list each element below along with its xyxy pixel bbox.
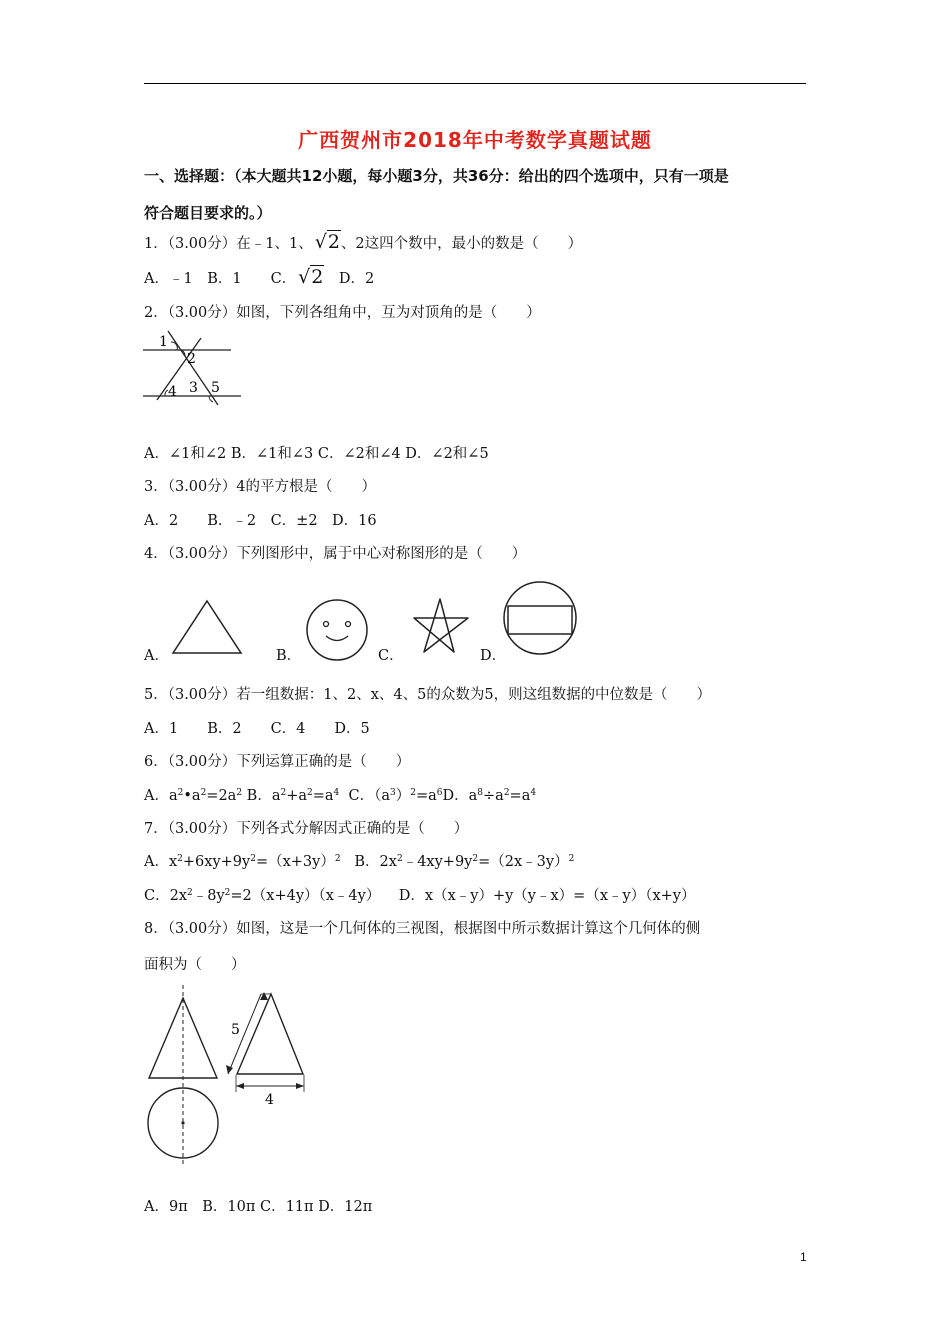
q7-stem: 7．（3.00分）下列各式分解因式正确的是（ ）	[144, 821, 469, 837]
star-shape	[406, 596, 474, 656]
q2-options: A．∠1和∠2 B．∠1和∠3 C．∠2和∠4 D．∠2和∠5	[144, 446, 489, 462]
triangle-shape	[170, 598, 244, 656]
header-rule	[144, 83, 806, 84]
q5-options: A．1 B．2 C．4 D．5	[144, 721, 370, 737]
q1-options: A．﹣1 B．1 C． √2 D．2	[144, 266, 375, 288]
q2-angles-figure	[143, 328, 243, 408]
fig-label-5: 5	[211, 380, 220, 396]
smiley-face-shape	[304, 597, 370, 663]
q8-stem-line1: 8．（3.00分）如图，这是一个几何体的三视图，根据图中所示数据计算这个几何体的侧	[144, 921, 701, 937]
q4-stem: 4．（3.00分）下列图形中，属于中心对称图形的是（ ）	[144, 546, 527, 562]
q4-option-c-label: C．	[378, 648, 404, 664]
q4-option-a-label: A．	[144, 648, 169, 664]
dim-slant-label: 5	[231, 1022, 240, 1038]
fig-label-3: 3	[189, 380, 198, 396]
q6-options: A．$a^2•a^2=2a^2$ B．$a^2+a^2=a^4$ C．$(a^3)^2=a^6D$．$a^8\div a^2=a^4$	[144, 788, 537, 804]
q6-stem: 6．（3.00分）下列运算正确的是（ ）	[144, 754, 411, 770]
section-heading-line1: 一、选择题：（本大题共12小题，每小题3分，共36分：给出的四个选项中，只有一项是	[144, 167, 729, 185]
fig-label-4: 4	[168, 384, 177, 400]
circle-rectangle-shape	[500, 580, 580, 656]
q2-stem: 2．（3.00分）如图，下列各组角中，互为对顶角的是（ ）	[144, 305, 541, 321]
page-title: 广西贺州市2018年中考数学真题试题	[298, 128, 652, 152]
sqrt-symbol: √2	[314, 231, 340, 253]
sqrt-symbol: √2	[298, 266, 324, 288]
fig-label-1: 1	[159, 334, 168, 350]
fig-label-2: 2	[187, 351, 196, 367]
q5-stem: 5．（3.00分）若一组数据：1、2、x、4、5的众数为5，则这组数据的中位数是（ ）	[144, 687, 712, 703]
q8-stem-line2: 面积为（ ）	[144, 957, 246, 973]
three-view-figure	[140, 980, 320, 1170]
dim-base-label: 4	[265, 1092, 274, 1108]
q1-stem: 1．（3.00分）在﹣1、1、 √2、2这四个数中，最小的数是（ ）	[144, 231, 583, 253]
section-heading-line2: 符合题目要求的。）	[144, 204, 272, 222]
page-number: 1	[800, 1250, 807, 1264]
q7-options-cd: C．$2x^2﹣8y^2=2(x+4y)(x﹣4y)$ D．x（x﹣y）+y（y﹣x）=（x﹣y）（x+y）	[144, 888, 696, 904]
q3-options: A．2 B．﹣2 C．±2 D．16	[144, 513, 377, 529]
q3-stem: 3．（3.00分）4的平方根是（ ）	[144, 479, 376, 495]
q4-option-d-label: D．	[480, 648, 507, 664]
q8-options: A．9π B．10π C．11π D．12π	[144, 1199, 373, 1215]
q4-option-b-label: B．	[276, 648, 302, 664]
q7-options-ab: A．$x^2+6xy+9y^2=(x+3y)^2$ B．$2x^2﹣4xy+9y^2=(2x﹣3y)^2$	[144, 854, 575, 870]
